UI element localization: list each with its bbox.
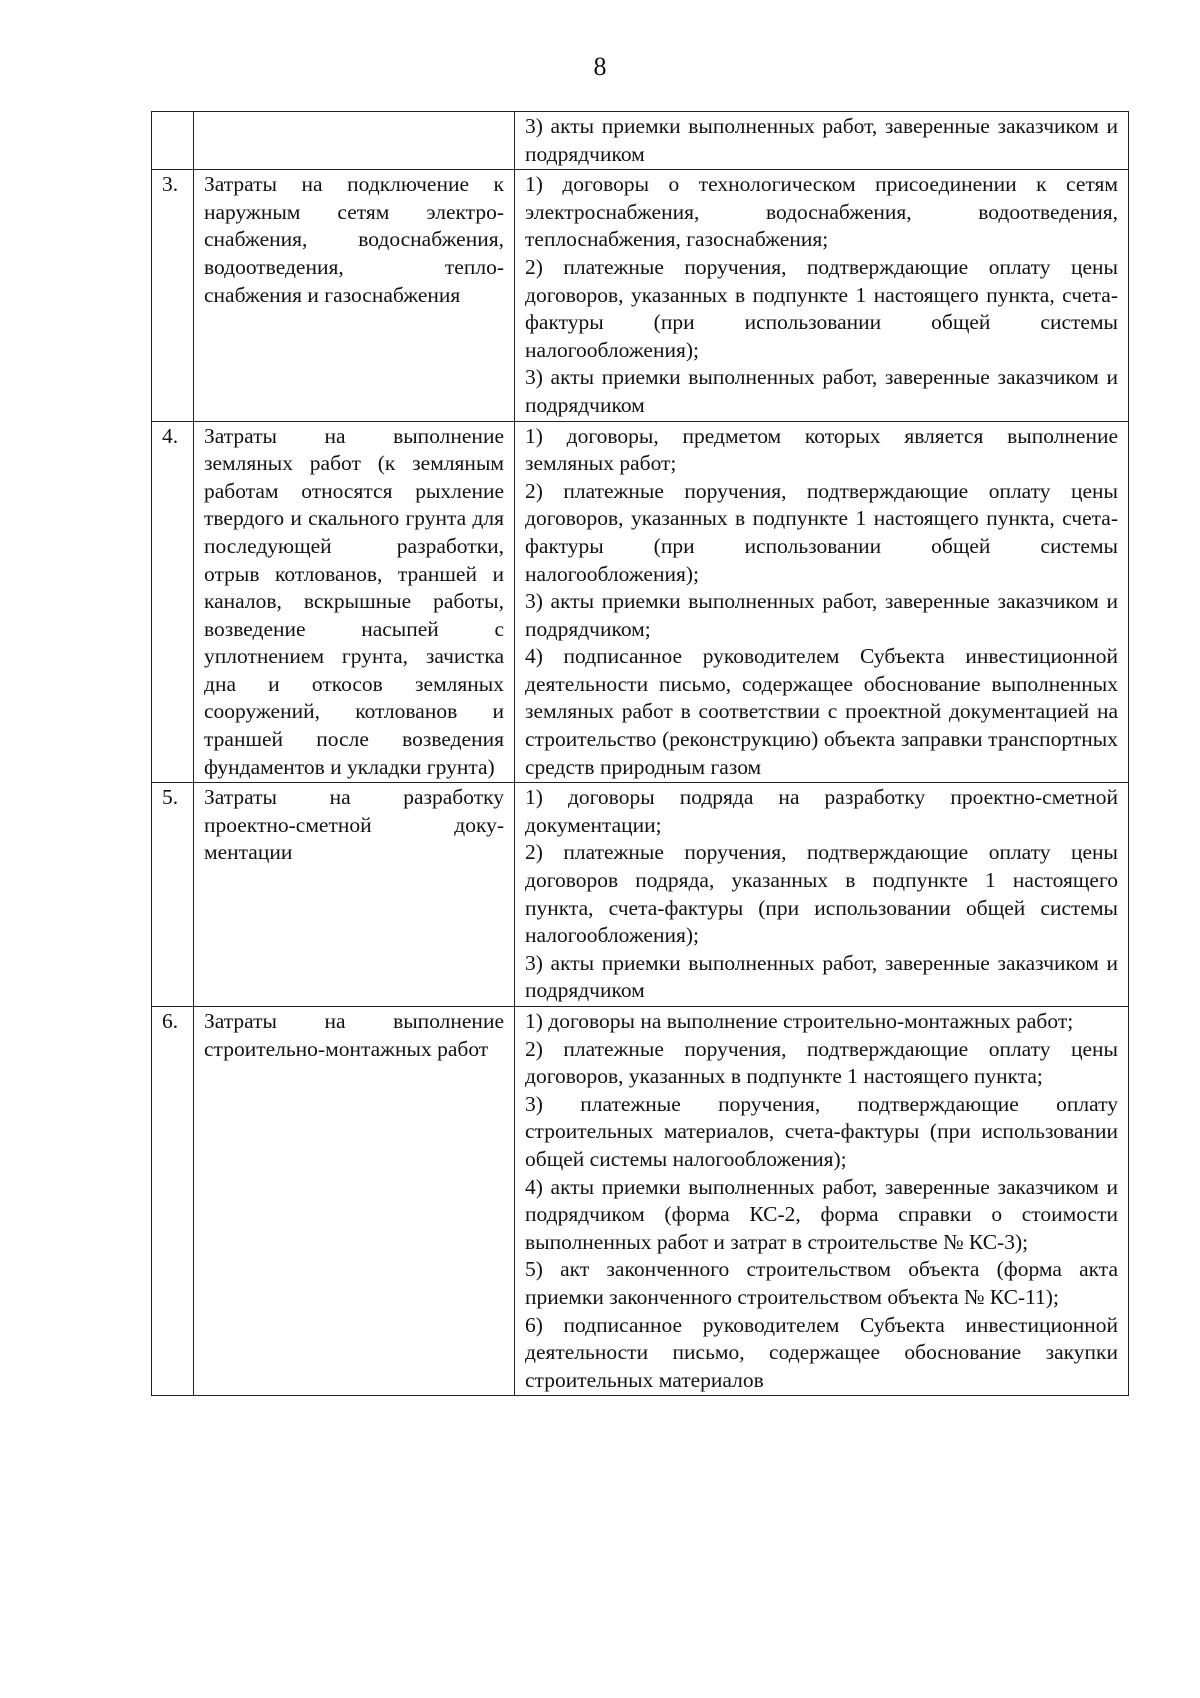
document-item: 4) акты приемки выполненных работ, заверенные заказчиком и подрядчиком (форма КС-2, форма справки о стоимости выполненных работ и затрат в строительстве № КС-3);	[525, 1174, 1118, 1254]
required-documents-cell	[515, 112, 1129, 170]
table-row	[152, 170, 1129, 421]
documents-table	[151, 111, 1129, 1396]
required-documents-cell	[515, 1007, 1129, 1396]
cost-type-cell: Затраты на выполнение строительно-монтажных работ	[194, 1007, 515, 1396]
document-item: 1) договоры, предметом которых является выполнение земляных работ;	[525, 423, 1118, 476]
document-item: 3) акты приемки выполненных работ, заверенные заказчиком и подрядчиком	[525, 365, 1118, 417]
document-item: 3) акты приемки выполненных работ, заверенные заказчиком и подрядчиком;	[525, 589, 1118, 641]
table-row	[152, 783, 1129, 1007]
required-documents-cell	[515, 421, 1129, 783]
cost-type-cell: Затраты на разработку проектно-сметной доку-ментации	[194, 783, 515, 1007]
required-documents-cell	[515, 170, 1129, 421]
document-item: 1) договоры о технологическом присоединении к сетям электроснабжения, водоснабжения, водоотведения, теплоснабжения, газоснабжения;	[525, 172, 1118, 252]
document-item: 3) платежные поручения, подтверждающие оплату строительных материалов, счета-фактуры (при использовании общей системы налогообложения);	[525, 1091, 1118, 1171]
document-item: 3) акты приемки выполненных работ, заверенные заказчиком и подрядчиком	[525, 950, 1118, 1003]
document-item: 3) акты приемки выполненных работ, заверенные заказчиком и подрядчиком	[525, 114, 1118, 166]
document-item: 1) договоры подряда на разработку проектно-сметной документации;	[525, 785, 1118, 837]
row-number: 6.	[152, 1007, 194, 1396]
document-item: 4) подписанное руководителем Субъекта инвестиционной деятельности письмо, содержащее обоснование выполненных земляных работ в соответствии с проектной документацией на строительство (реконструкцию) объекта заправки транспортных средств природным газом	[525, 644, 1118, 779]
cost-type-cell: Затраты на выполнение земляных работ (к земляным работам относятся рыхление твердого и скального грунта для последующей разработки, отрыв котлованов, траншей и каналов, вскрышные работы, возведение насыпей с уплотнением грунта, зачистка дна и откосов земляных сооружений, котлованов и траншей после возведения фундаментов и укладки грунта)	[194, 421, 515, 783]
document-item: 2) платежные поручения, подтверждающие оплату цены договоров, указанных в подпункте 1 настоящего пункта, счета-фактуры (при использовании общей системы налогообложения);	[525, 478, 1118, 586]
row-number	[152, 112, 194, 170]
page-number: 8	[593, 52, 607, 81]
document-item: 1) договоры на выполнение строительно-монтажных работ;	[525, 1009, 1074, 1033]
row-number: 3.	[152, 170, 194, 421]
row-number: 4.	[152, 421, 194, 783]
document-item: 5) акт законченного строительством объекта (форма акта приемки законченного строительством объекта № КС-11);	[525, 1257, 1118, 1309]
document-item: 2) платежные поручения, подтверждающие оплату цены договоров подряда, указанных в подпункте 1 настоящего пункта, счета-фактуры (при использовании общей системы налогообложения);	[525, 840, 1118, 948]
document-item: 2) платежные поручения, подтверждающие оплату цены договоров, указанных в подпункте 1 настоящего пункта, счета-фактуры (при использовании общей системы налогообложения);	[525, 254, 1118, 362]
cost-type-cell: Затраты на подключение к наружным сетям электро-снабжения, водоснабжения, водоотведения, тепло-снабжения и газоснабжения	[194, 170, 515, 421]
table-row	[152, 1007, 1129, 1396]
cost-type-cell	[194, 112, 515, 170]
row-number: 5.	[152, 783, 194, 1007]
required-documents-cell	[515, 783, 1129, 1007]
table-row	[152, 112, 1129, 170]
document-item: 2) платежные поручения, подтверждающие оплату цены договоров, указанных в подпункте 1 настоящего пункта;	[525, 1036, 1118, 1089]
table-row	[152, 421, 1129, 783]
document-item: 6) подписанное руководителем Субъекта инвестиционной деятельности письмо, содержащее обоснование закупки строительных материалов	[525, 1312, 1118, 1392]
